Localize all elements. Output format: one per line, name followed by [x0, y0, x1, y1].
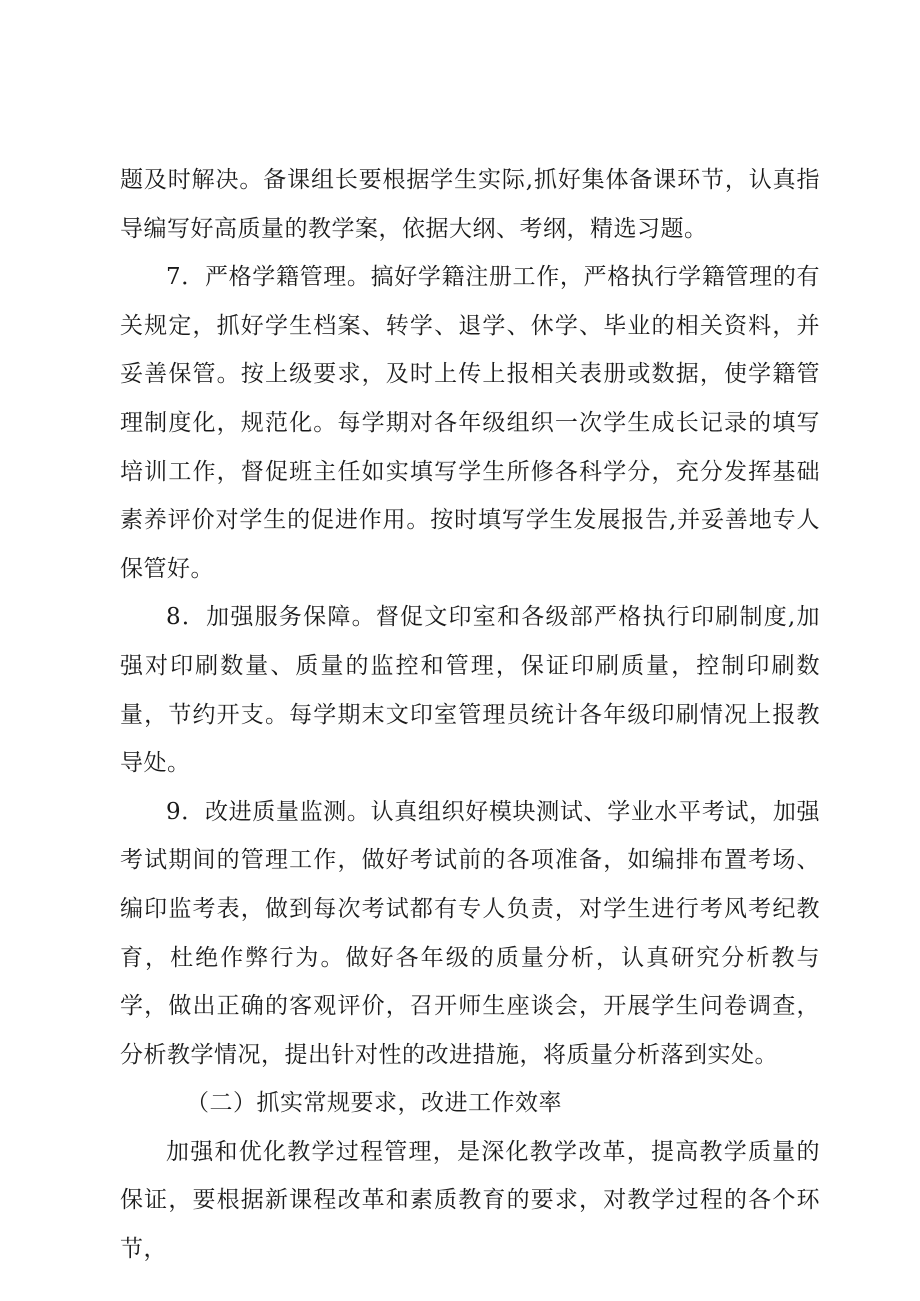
document-body — [120, 156, 820, 1274]
paragraph-item-7: 7．严格学籍管理。搞好学籍注册工作，严格执行学籍管理的有关规定，抓好学生档案、转学、退学、休学、毕业的相关资料，并妥善保管。按上级要求，及时上传上报相关表册或数据，使学籍管理制度化，规范化。每学期对各年级组织一次学生成长记录的填写培训工作，督促班主任如实填写学生所修各科学分，充分发挥基础素养评价对学生的促进作用。按时填写学生发展报告,并妥善地专人保管好。 — [120, 264, 820, 582]
paragraph-continuation: 题及时解决。备课组长要根据学生实际,抓好集体备课环节，认真指导编写好高质量的教学案，依据大纲、考纲，精选习题。 — [120, 167, 820, 242]
paragraph-item-9: 9．改进质量监测。认真组织好模块测试、学业水平考试，加强考试期间的管理工作，做好考试前的各项准备，如编排布置考场、编印监考表，做到每次考试都有专人负责，对学生进行考风考纪教育，杜绝作弊行为。做好各年级的质量分析，认真研究分析教与学，做出正确的客观评价，召开师生座谈会，开展学生问卷调查，分析教学情况，提出针对性的改进措施，将质量分析落到实处。 — [120, 798, 820, 1068]
paragraph-final: 加强和优化教学过程管理，是深化教学改革，提高教学质量的保证，要根据新课程改革和素质教育的要求，对教学过程的各个环节， — [120, 1138, 820, 1263]
section-heading: （二）抓实常规要求，改进工作效率 — [186, 1090, 562, 1117]
paragraph-item-8: 8．加强服务保障。督促文印室和各级部严格执行印刷制度,加强对印刷数量、质量的监控和管理，保证印刷质量，控制印刷数量，节约开支。每学期末文印室管理员统计各年级印刷情况上报教导处。 — [120, 604, 820, 777]
